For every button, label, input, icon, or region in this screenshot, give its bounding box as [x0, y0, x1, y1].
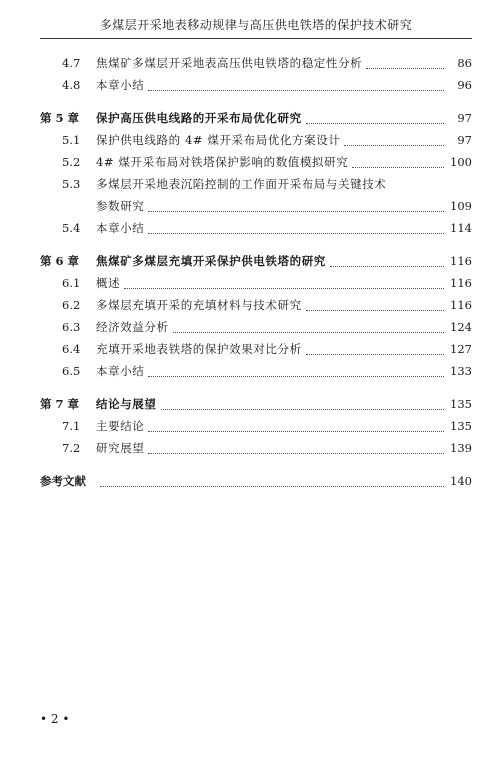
toc-chapter-entry [40, 393, 472, 415]
toc-entry-title: 经济效益分析 [96, 320, 169, 334]
toc-leader-dots [148, 232, 444, 234]
toc-chapter-entry [40, 250, 472, 272]
toc-section-entry [40, 316, 472, 338]
toc-leader-dots [148, 210, 444, 212]
toc-entry-page: 96 [457, 78, 472, 92]
toc-entry-number: 7.2 [62, 441, 81, 455]
toc-leader-dots [161, 408, 445, 410]
table-of-contents [40, 52, 472, 492]
toc-entry-page: 133 [450, 364, 472, 378]
toc-leader-dots [148, 375, 444, 377]
toc-entry-title: 本章小结 [96, 364, 145, 378]
toc-section-entry [40, 415, 472, 437]
toc-leader-dots [330, 265, 444, 267]
toc-entry-page: 116 [450, 298, 472, 312]
toc-entry-title: 焦煤矿多煤层充填开采保护供电铁塔的研究 [96, 254, 326, 268]
toc-entry-title: 概述 [96, 276, 121, 290]
toc-leader-dots [100, 485, 444, 487]
toc-section-entry [40, 52, 472, 74]
toc-entry-title: 结论与展望 [96, 397, 157, 411]
toc-entry-number: 4.7 [62, 56, 81, 70]
toc-section-entry [40, 338, 472, 360]
toc-entry-number: 第 6 章 [40, 254, 80, 268]
toc-entry-page: 100 [450, 155, 472, 169]
toc-entry-title: 多煤层开采地表沉陷控制的工作面开采布局与关键技术 [96, 177, 387, 191]
toc-entry-page: 140 [450, 474, 472, 488]
toc-entry-page: 127 [450, 342, 472, 356]
toc-entry-number: 6.2 [62, 298, 81, 312]
toc-section-entry [40, 129, 472, 151]
toc-entry-title: 充填开采地表铁塔的保护效果对比分析 [96, 342, 302, 356]
toc-entry-number: 7.1 [62, 419, 81, 433]
toc-entry-page: 116 [450, 254, 472, 268]
toc-entry-page: 114 [450, 221, 472, 235]
toc-entry-page: 124 [450, 320, 472, 334]
toc-entry-title: 主要结论 [96, 419, 145, 433]
toc-section-entry-continued [40, 195, 472, 217]
toc-entry-number: 第 5 章 [40, 111, 80, 125]
toc-entry-page: 135 [450, 397, 472, 411]
toc-section-entry [40, 294, 472, 316]
toc-leader-dots [148, 430, 444, 432]
toc-leader-dots [173, 331, 444, 333]
toc-entry-number: 6.4 [62, 342, 81, 356]
toc-entry-page: 116 [450, 276, 472, 290]
toc-leader-dots [306, 353, 444, 355]
toc-entry-title: 保护供电线路的 4# 煤开采布局优化方案设计 [96, 133, 341, 147]
toc-entry-title-continued: 参数研究 [96, 199, 145, 213]
toc-entry-title: 本章小结 [96, 78, 145, 92]
toc-leader-dots [148, 89, 444, 91]
toc-section-entry [40, 217, 472, 239]
toc-entry-number: 5.1 [62, 133, 81, 147]
toc-section-entry [40, 173, 472, 195]
toc-entry-number: 5.4 [62, 221, 81, 235]
toc-section-entry [40, 151, 472, 173]
toc-leader-dots [366, 67, 444, 69]
toc-entry-number: 参考文献 [40, 474, 86, 488]
toc-entry-page: 97 [457, 133, 472, 147]
toc-entry-title: 多煤层充填开采的充填材料与技术研究 [96, 298, 302, 312]
running-header: 多煤层开采地表移动规律与高压供电铁塔的保护技术研究 [99, 18, 413, 32]
toc-leader-dots [306, 122, 444, 124]
toc-leader-dots [344, 144, 444, 146]
toc-entry-title: 研究展望 [96, 441, 145, 455]
toc-section-entry [40, 360, 472, 382]
toc-entry-number: 第 7 章 [40, 397, 80, 411]
toc-entry-page: 139 [450, 441, 472, 455]
toc-leader-dots [352, 166, 444, 168]
toc-chapter-entry [40, 107, 472, 129]
toc-entry-number: 5.2 [62, 155, 81, 169]
toc-chapter-entry [40, 470, 472, 492]
toc-leader-dots [124, 287, 444, 289]
toc-entry-page: 135 [450, 419, 472, 433]
toc-entry-number: 4.8 [62, 78, 81, 92]
header-rule [40, 38, 472, 39]
toc-entry-title: 4# 煤开采布局对铁塔保护影响的数值模拟研究 [96, 155, 349, 169]
toc-entry-page: 97 [457, 111, 472, 125]
toc-entry-title: 本章小结 [96, 221, 145, 235]
toc-leader-dots [306, 309, 444, 311]
toc-section-entry [40, 437, 472, 459]
toc-entry-page: 86 [457, 56, 472, 70]
toc-section-entry [40, 272, 472, 294]
toc-entry-number: 6.5 [62, 364, 81, 378]
toc-entry-page: 109 [450, 199, 472, 213]
page-number: • 2 • [40, 712, 70, 726]
toc-entry-title: 焦煤矿多煤层开采地表高压供电铁塔的稳定性分析 [96, 56, 363, 70]
toc-entry-title: 保护高压供电线路的开采布局优化研究 [96, 111, 302, 125]
toc-entry-number: 5.3 [62, 177, 81, 191]
toc-section-entry [40, 74, 472, 96]
toc-entry-number: 6.1 [62, 276, 81, 290]
toc-entry-number: 6.3 [62, 320, 81, 334]
toc-leader-dots [148, 452, 444, 454]
